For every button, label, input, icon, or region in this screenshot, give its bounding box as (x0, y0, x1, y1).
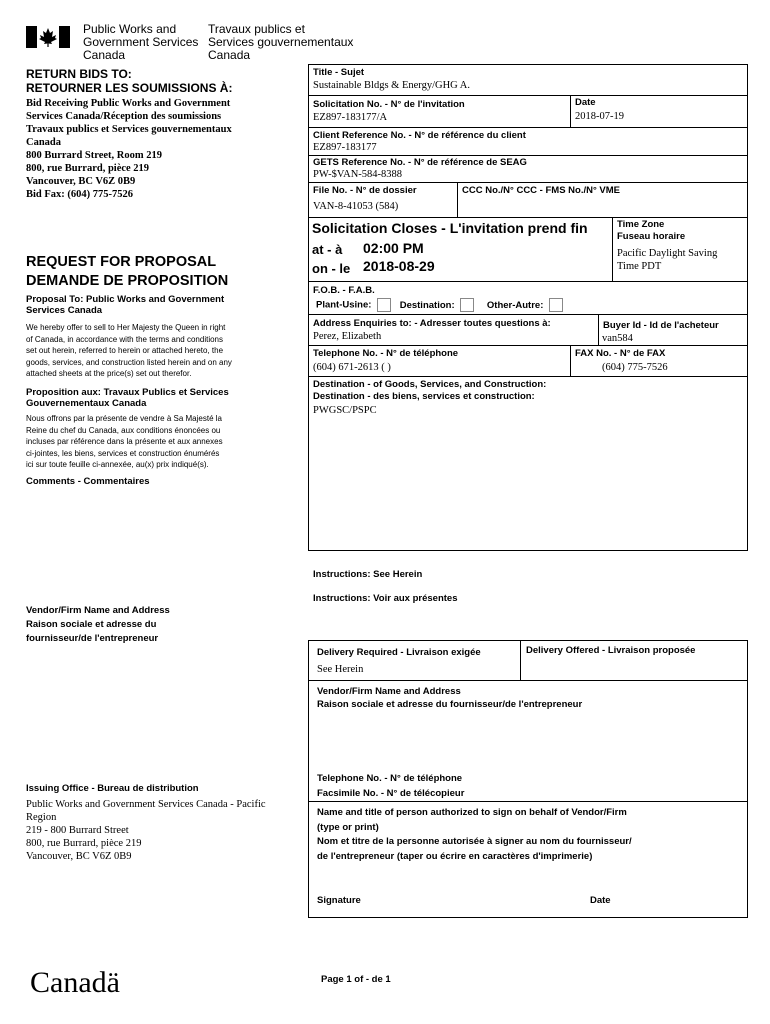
proposal-to-body: We hereby offer to sell to Her Majesty the Queen in right of Canada, in accordance with the terms and conditions set out herein, referred to herein or attached hereto, the goods, services, and construction listed herein and on any attached sheets at the price(s) set out therefor. (26, 323, 232, 378)
date-value: 2018-07-19 (575, 111, 624, 122)
divider (308, 217, 748, 218)
fax-value: (604) 775-7526 (602, 362, 668, 373)
client-ref-value: EZ897-183177 (313, 142, 377, 153)
comments-label: Comments - Commentaires (26, 476, 150, 487)
plant-checkbox[interactable] (377, 298, 391, 312)
delivery-required-value: See Herein (317, 664, 364, 675)
instructions-fr: Instructions: Voir aux présentes (313, 593, 458, 604)
buyer-id-value: van584 (602, 333, 633, 344)
divider (308, 680, 748, 681)
instructions-en: Instructions: See Herein (313, 569, 423, 580)
divider (570, 95, 571, 127)
vendor-name-label: Vendor/Firm Name and Address Raison sociale et adresse du fournisseur/de l'entrepreneur (317, 686, 583, 710)
plant-label: Plant-Usine: (316, 299, 372, 311)
destination-checkbox[interactable] (460, 298, 474, 312)
delivery-offered-label: Delivery Offered - Livraison proposée (526, 645, 696, 656)
divider (308, 314, 748, 315)
proposition-body: Nous offrons par la présente de vendre à Sa Majesté la Reine du chef du Canada, aux conditions énoncées ou incluses par référence dans la présente et aux annexes ci-jointes, les biens, services et construction énumérés ici sur toute feuille ci-annexée, au(x) prix indiqué(s). (26, 414, 223, 469)
fob-label: F.O.B. - F.A.B. (313, 285, 375, 296)
other-checkbox[interactable] (549, 298, 563, 312)
divider (308, 155, 748, 156)
destination-goods-label: Destination - of Goods, Services, and Construction: Destination - des biens, services et construction: (313, 379, 547, 402)
divider (308, 281, 748, 282)
signer-label: Name and title of person authorized to sign on behalf of Vendor/Firm (type or print) Nom et titre de la personne autorisée à signer au nom du fournisseur/ de l'entrepreneur (taper ou écrire en caractères d'imprimerie) (317, 807, 632, 862)
title-value: Sustainable Bldgs & Energy/GHG A. (313, 80, 471, 91)
signature-date-label: Date (590, 895, 611, 906)
ccc-no-label: CCC No./N° CCC - FMS No./N° VME (462, 185, 621, 196)
file-no-label: File No. - N° de dossier (313, 185, 417, 196)
title-label: Title - Sujet (313, 67, 365, 78)
closing-time-value: 02:00 PM (363, 240, 424, 256)
divider (308, 801, 748, 802)
issuing-office-address: Public Works and Government Services Canada - Pacific Region 219 - 800 Burrard Street 800, rue Burrard, pièce 219 Vancouver, BC V6Z 0B9 (26, 799, 266, 862)
time-zone-label: Time Zone Fuseau horaire (617, 219, 686, 242)
solicitation-no-value: EZ897-183177/A (313, 112, 388, 123)
client-ref-label: Client Reference No. - N° de référence du client (313, 130, 526, 141)
issuing-office-label: Issuing Office - Bureau de distribution (26, 783, 199, 794)
page-number: Page 1 of - de 1 (321, 974, 391, 985)
delivery-required-label: Delivery Required - Livraison exigée (317, 647, 481, 658)
department-name-fr: Travaux publics et Services gouvernementaux Canada (208, 22, 354, 62)
gets-ref-label: GETS Reference No. - N° de référence de SEAG (313, 157, 527, 168)
proposition-heading: Proposition aux: Travaux Publics et Services Gouvernementaux Canada (26, 387, 229, 409)
maple-leaf-flag-icon (26, 26, 70, 48)
file-no-value: VAN-8-41053 (584) (313, 201, 399, 212)
return-bids-address: Bid Receiving Public Works and Government Services Canada/Réception des soumissions Travaux publics et Services gouvernementaux Canada 800 Burrard Street, Room 219 800, rue Burrard, pièce 219 Vancouver, BC V6Z 0B9 Bid Fax: (604) 775-7526 (26, 98, 232, 200)
divider (612, 217, 613, 281)
divider (457, 182, 458, 217)
department-name-en: Public Works and Government Services Canada (83, 22, 199, 62)
vendor-phone-label: Telephone No. - N° de téléphone Facsimile No. - N° de télécopieur (317, 773, 465, 799)
signature-label: Signature (317, 895, 361, 906)
address-enquiries-value: Perez, Elizabeth (313, 331, 382, 342)
destination-label: Destination: (399, 299, 455, 311)
divider (308, 376, 748, 377)
closing-date-value: 2018-08-29 (363, 258, 435, 274)
address-enquiries-label: Address Enquiries to: - Adresser toutes questions à: (313, 318, 551, 329)
canada-flag-logo (26, 26, 70, 53)
canada-wordmark: Canadä (30, 966, 120, 999)
other-label: Other-Autre: (486, 299, 544, 311)
gets-ref-value: PW-$VAN-584-8388 (313, 169, 403, 180)
return-bids-title: RETURN BIDS TO: RETOURNER LES SOUMISSIONS À: (26, 67, 233, 95)
phone-label: Telephone No. - N° de téléphone (313, 348, 459, 359)
time-zone-value: Pacific Daylight Saving Time PDT (617, 248, 718, 272)
divider (308, 127, 748, 128)
closing-on-label: on - le (312, 261, 351, 276)
rfp-title: REQUEST FOR PROPOSAL DEMANDE DE PROPOSITION (26, 254, 229, 289)
fob-options (316, 298, 563, 312)
solicitation-closes-title: Solicitation Closes - L'invitation prend fin (312, 220, 588, 236)
closing-at-label: at - à (312, 242, 343, 257)
date-label: Date (575, 97, 596, 108)
buyer-id-label: Buyer Id - Id de l'acheteur (603, 320, 719, 331)
solicitation-no-label: Solicitation No. - N° de l'invitation (313, 99, 465, 110)
fax-label: FAX No. - N° de FAX (575, 348, 666, 359)
proposal-to-heading: Proposal To: Public Works and Government Services Canada (26, 294, 225, 316)
divider (520, 640, 521, 680)
vendor-left-label: Vendor/Firm Name and Address Raison sociale et adresse du fournisseur/de l'entrepreneur (26, 605, 170, 644)
divider (308, 95, 748, 96)
phone-value: (604) 671-2613 ( ) (313, 362, 391, 373)
divider (598, 314, 599, 345)
divider (308, 345, 748, 346)
destination-goods-value: PWGSC/PSPC (313, 405, 377, 416)
divider (308, 182, 748, 183)
divider (570, 345, 571, 376)
